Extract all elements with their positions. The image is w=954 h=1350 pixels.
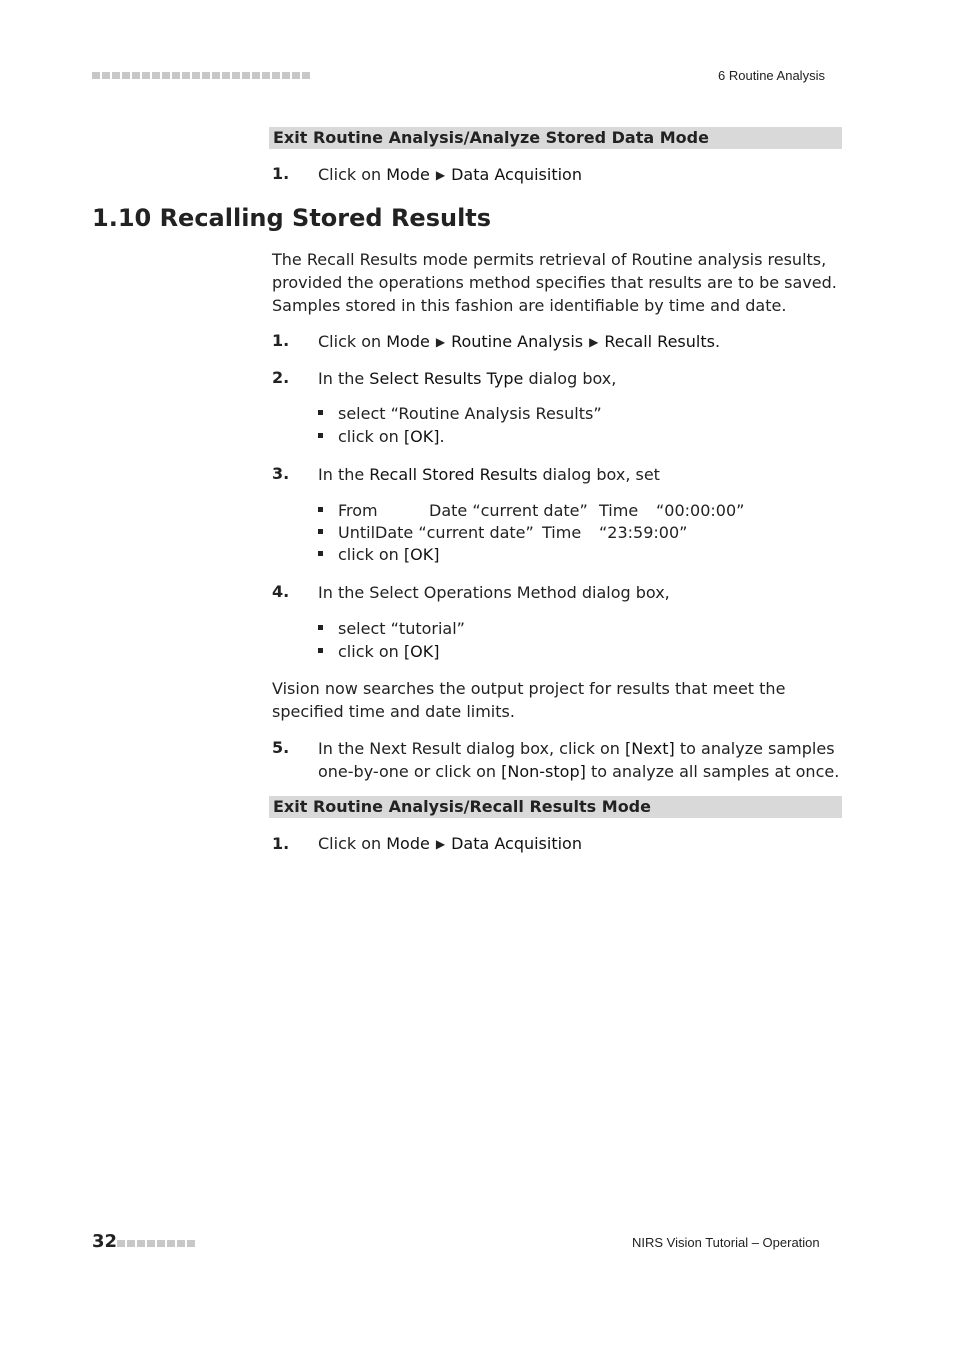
list-item: UntilDate “current date” Time “23:59:00” xyxy=(318,522,687,544)
bullet-icon xyxy=(318,648,323,653)
exit-recall-heading: Exit Routine Analysis/Recall Results Mode xyxy=(269,796,842,818)
step-number: 5. xyxy=(272,738,290,757)
bullet-icon xyxy=(318,410,323,415)
step-5-text: In the Next Result dialog box, click on [Next] to analyze samples one-by-one or click on [Non-stop] to analyze all samples at once. xyxy=(318,739,840,781)
menu-mode: Mode xyxy=(386,332,430,351)
non-stop-button-ref: [Non-stop] xyxy=(501,762,586,781)
list-item: click on [OK]. xyxy=(318,426,445,448)
menu-data-acquisition: Data Acquisition xyxy=(451,165,582,184)
step-number: 1. xyxy=(272,331,290,350)
bullet-icon xyxy=(318,625,323,630)
step-number: 2. xyxy=(272,368,290,387)
menu-mode: Mode xyxy=(386,165,430,184)
section-title: 1.10 Recalling Stored Results xyxy=(92,204,492,232)
footer-decoration xyxy=(117,1240,195,1247)
list-item: From Date “current date” Time “00:00:00” xyxy=(318,500,744,522)
step-number: 1. xyxy=(272,834,290,853)
list-item: select “Routine Analysis Results” xyxy=(318,403,602,425)
ok-button-ref: [OK] xyxy=(403,427,440,446)
list-item: click on [OK] xyxy=(318,641,439,663)
step-number: 3. xyxy=(272,464,290,483)
ok-button-ref: [OK] xyxy=(403,545,440,564)
step-2-text: In the Select Results Type dialog box, xyxy=(318,369,617,388)
header-decoration xyxy=(92,72,310,79)
list-item: click on [OK] xyxy=(318,544,439,566)
dialog-name: Select Results Type xyxy=(369,369,524,388)
dialog-name: Recall Stored Results xyxy=(369,465,538,484)
bullet-icon xyxy=(318,507,323,512)
triangle-right-icon: ▶ xyxy=(589,335,599,349)
list-item: select “tutorial” xyxy=(318,618,465,640)
step-number: 4. xyxy=(272,582,290,601)
menu-recall-results: Recall Results xyxy=(604,332,715,351)
next-button-ref: [Next] xyxy=(625,739,675,758)
step-3-text: In the Recall Stored Results dialog box, set xyxy=(318,465,660,484)
menu-routine-analysis: Routine Analysis xyxy=(451,332,584,351)
step-number: 1. xyxy=(272,164,290,183)
header-section-title: 6 Routine Analysis xyxy=(718,68,825,83)
menu-data-acquisition: Data Acquisition xyxy=(451,834,582,853)
bullet-icon xyxy=(318,529,323,534)
menu-mode: Mode xyxy=(386,834,430,853)
triangle-right-icon: ▶ xyxy=(435,335,446,349)
bullet-icon xyxy=(318,433,323,438)
exit-analyze-heading: Exit Routine Analysis/Analyze Stored Data Mode xyxy=(269,127,842,149)
bullet-icon xyxy=(318,551,323,556)
triangle-right-icon: ▶ xyxy=(435,168,446,182)
intro-paragraph: The Recall Results mode permits retrieval of Routine analysis results, provided the operations method specifies that results are to be saved. Samples stored in this fashion are identifiable by time and date. xyxy=(272,250,837,315)
exit-analyze-step: Click on Mode ▶ Data Acquisition xyxy=(318,165,582,184)
triangle-right-icon: ▶ xyxy=(435,837,446,851)
page-number: 32 xyxy=(92,1231,118,1252)
exit-recall-step: Click on Mode ▶ Data Acquisition xyxy=(318,834,582,853)
step-1-text: Click on Mode ▶ Routine Analysis ▶ Recall Results. xyxy=(318,332,721,351)
footer-doc-title: NIRS Vision Tutorial – Operation xyxy=(632,1235,820,1250)
step-4-text: In the Select Operations Method dialog box, xyxy=(318,583,670,602)
ok-button-ref: [OK] xyxy=(403,642,440,661)
vision-paragraph: Vision now searches the output project for results that meet the specified time and date limits. xyxy=(272,679,786,721)
